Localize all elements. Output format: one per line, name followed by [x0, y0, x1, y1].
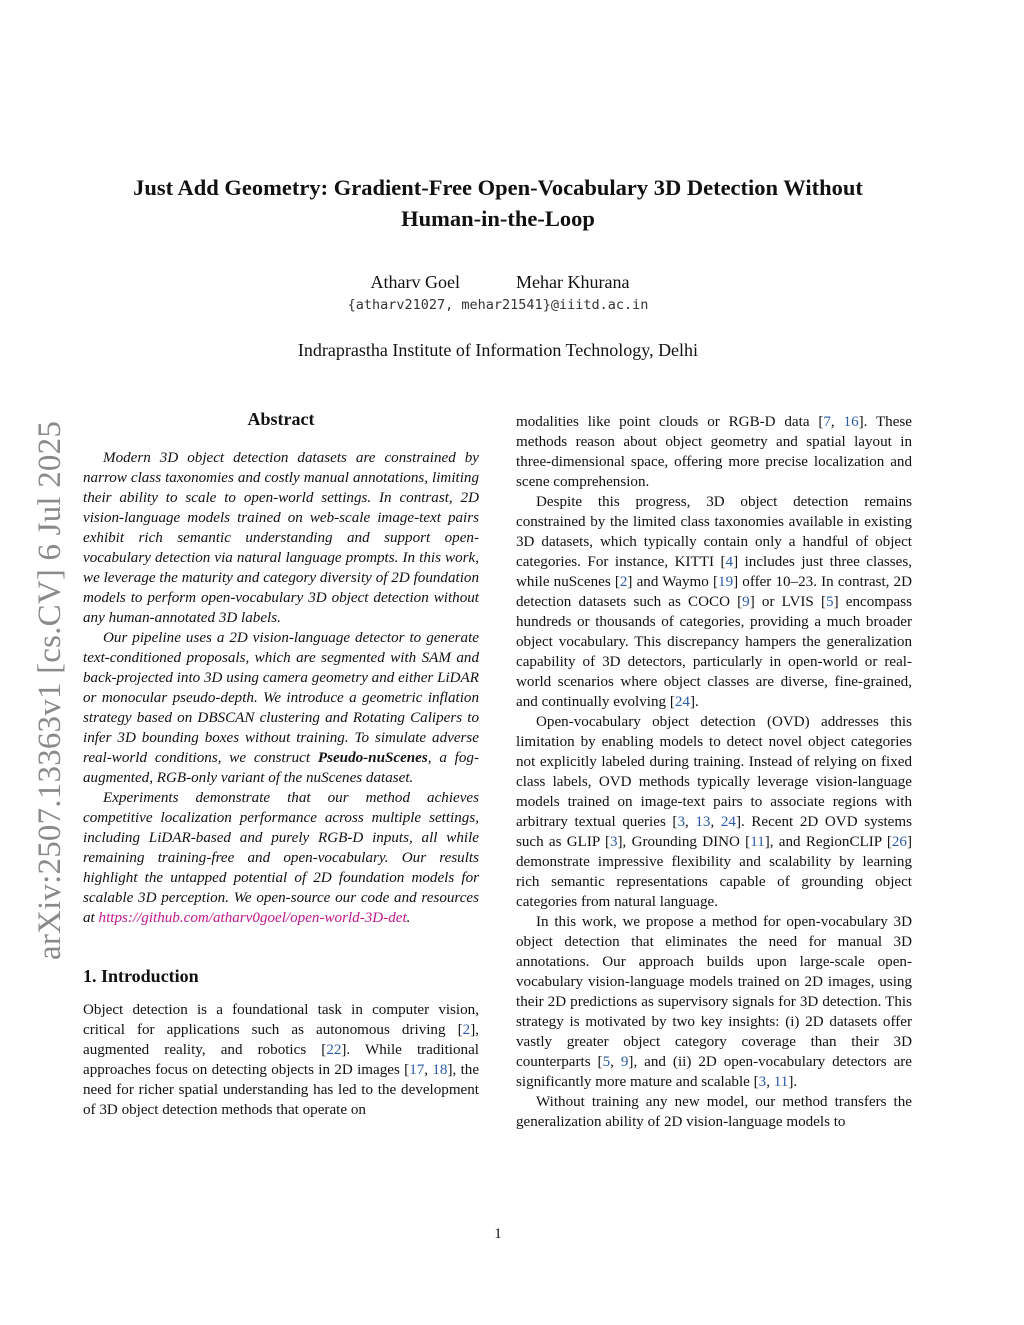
citation-link[interactable]: 2 — [462, 1022, 471, 1038]
citation-link[interactable]: 7 — [823, 414, 831, 430]
citation-link[interactable]: 11 — [773, 1074, 789, 1090]
citation-link[interactable]: 2 — [619, 574, 628, 590]
code-repository-link[interactable]: https://github.com/atharv0goel/open-world-3D-det — [98, 910, 407, 926]
citation-link[interactable]: 16 — [843, 414, 859, 430]
citation-link[interactable]: 24 — [720, 814, 736, 830]
author-list — [0, 270, 1000, 294]
citation-link[interactable]: 11 — [750, 834, 765, 850]
citation-link[interactable]: 24 — [674, 694, 690, 710]
citation-link[interactable]: 18 — [432, 1062, 448, 1078]
affiliation: Indraprastha Institute of Information Technology, Delhi — [297, 340, 699, 360]
citation-link[interactable]: 13 — [695, 814, 711, 830]
citation-link[interactable]: 3 — [677, 814, 685, 830]
citation-link[interactable]: 9 — [742, 594, 750, 610]
abstract-paragraph: Our pipeline uses a 2D vision-language detector to generate text-conditioned proposals, which are segmented with SAM and back-projected into 3D using camera geometry and either LiDAR or monocular pseudo-depth. We introduce a geometric inflation strategy based on DBSCAN clustering and Rotating Calipers to infer 3D bounding boxes without training. To simulate adverse real-world conditions, we construct Pseudo-nuScenes, a fog-augmented, RGB-only variant of the nuScenes dataset. — [83, 630, 479, 786]
citation-link[interactable]: 26 — [891, 834, 907, 850]
author-name: Mehar Khurana — [516, 272, 630, 292]
author-emails: {atharv21027, mehar21541}@iiitd.ac.in — [347, 297, 649, 313]
left-column — [83, 405, 479, 1120]
citation-link[interactable]: 4 — [725, 554, 734, 570]
citation-link[interactable]: 22 — [326, 1042, 342, 1058]
citation-link[interactable]: 5 — [826, 594, 834, 610]
abstract-heading: Abstract — [247, 409, 315, 429]
citation-link[interactable]: 9 — [620, 1054, 629, 1070]
citation-link[interactable]: 5 — [602, 1054, 611, 1070]
citation-link[interactable]: 17 — [409, 1062, 425, 1078]
body-paragraph: Despite this progress, 3D object detection remains constrained by the limited class taxonomies available in existing 3D datasets, which typically contain only a handful of object categories. For instance, KITTI [4] includes just three classes, while nuScenes [2] and Waymo [19] offer 10–23. In contrast, 2D detection datasets such as COCO [9] or LVIS [5] encompass hundreds or thousands of categories, providing a much broader object vocabulary. This discrepancy hampers the generalization capability of 3D detectors, particularly in open-world or real-world scenarios where object classes are diverse, fine-grained, and continually evolving [24]. — [516, 494, 913, 710]
section-heading-introduction: 1. Introduction — [83, 966, 199, 986]
paper-title: Just Add Geometry: Gradient-Free Open-Vocabulary 3D Detection Without Human-in-the-Loop — [133, 175, 863, 231]
abstract-paragraph: Experiments demonstrate that our method achieves competitive localization performance across multiple settings, including LiDAR-based and purely RGB-D inputs, all while remaining training-free and open-vocabulary. Our results highlight the untapped potential of 2D foundation models for scalable 3D perception. We open-source our code and resources at https://github.com/atharv0goel/open-world-3D-det. — [83, 790, 479, 926]
body-paragraph: modalities like point clouds or RGB-D data [7, 16]. These methods reason about object geometry and spatial layout in three-dimensional space, offering more precise localization and scene comprehension. — [516, 414, 912, 490]
citation-link[interactable]: 3 — [609, 834, 618, 850]
citation-link[interactable]: 3 — [758, 1074, 767, 1090]
page-number: 1 — [494, 1226, 502, 1242]
arxiv-identifier-stamp: arXiv:2507.13363v1 [cs.CV] 6 Jul 2025 — [32, 420, 68, 960]
body-paragraph: In this work, we propose a method for open-vocabulary 3D object detection that eliminates the need for manual 3D annotations. Our approach builds upon large-scale open-vocabulary vision-language models trained on 2D images, using their 2D predictions as supervisory signals for 3D detection. This strategy is motivated by two key insights: (i) 2D datasets offer vastly greater object category coverage than their 3D counterparts [5, 9], and (ii) 2D open-vocabulary detectors are significantly more mature and scalable [3, 11]. — [516, 914, 912, 1090]
author-name: Atharv Goel — [370, 272, 461, 292]
citation-link[interactable]: 19 — [718, 574, 734, 590]
dataset-name: Pseudo-nuScenes — [317, 750, 428, 766]
body-paragraph: Open-vocabulary object detection (OVD) addresses this limitation by enabling models to detect novel object categories not explicitly labeled during training. Instead of relying on fixed class labels, OVD methods typically leverage vision-language models trained on image-text pairs to associate regions with arbitrary textual queries [3, 13, 24]. Recent 2D OVD systems such as GLIP [3], Grounding DINO [11], and RegionCLIP [26] demonstrate impressive flexibility and scalability by learning rich semantic representations capable of grounding object categories from natural language. — [516, 714, 912, 910]
abstract-paragraph: Modern 3D object detection datasets are constrained by narrow class taxonomies and costly manual annotations, limiting their ability to scale to open-world settings. In contrast, 2D vision-language models trained on web-scale image-text pairs exhibit rich semantic understanding and support open-vocabulary detection via natural language prompts. In this work, we leverage the maturity and category diversity of 2D foundation models to perform open-vocabulary 3D object detection without any human-annotated 3D labels. — [83, 450, 479, 626]
body-paragraph: Without training any new model, our method transfers the generalization ability of 2D vision-language models to — [516, 1094, 912, 1130]
right-column — [516, 412, 912, 1132]
body-paragraph: Object detection is a foundational task in computer vision, critical for applications such as autonomous driving [2], augmented reality, and robotics [22]. While traditional approaches focus on detecting objects in 2D images [17, 18], the need for richer spatial understanding has led to the development of 3D object detection methods that operate on — [83, 1002, 480, 1118]
abstract-body — [83, 448, 479, 928]
